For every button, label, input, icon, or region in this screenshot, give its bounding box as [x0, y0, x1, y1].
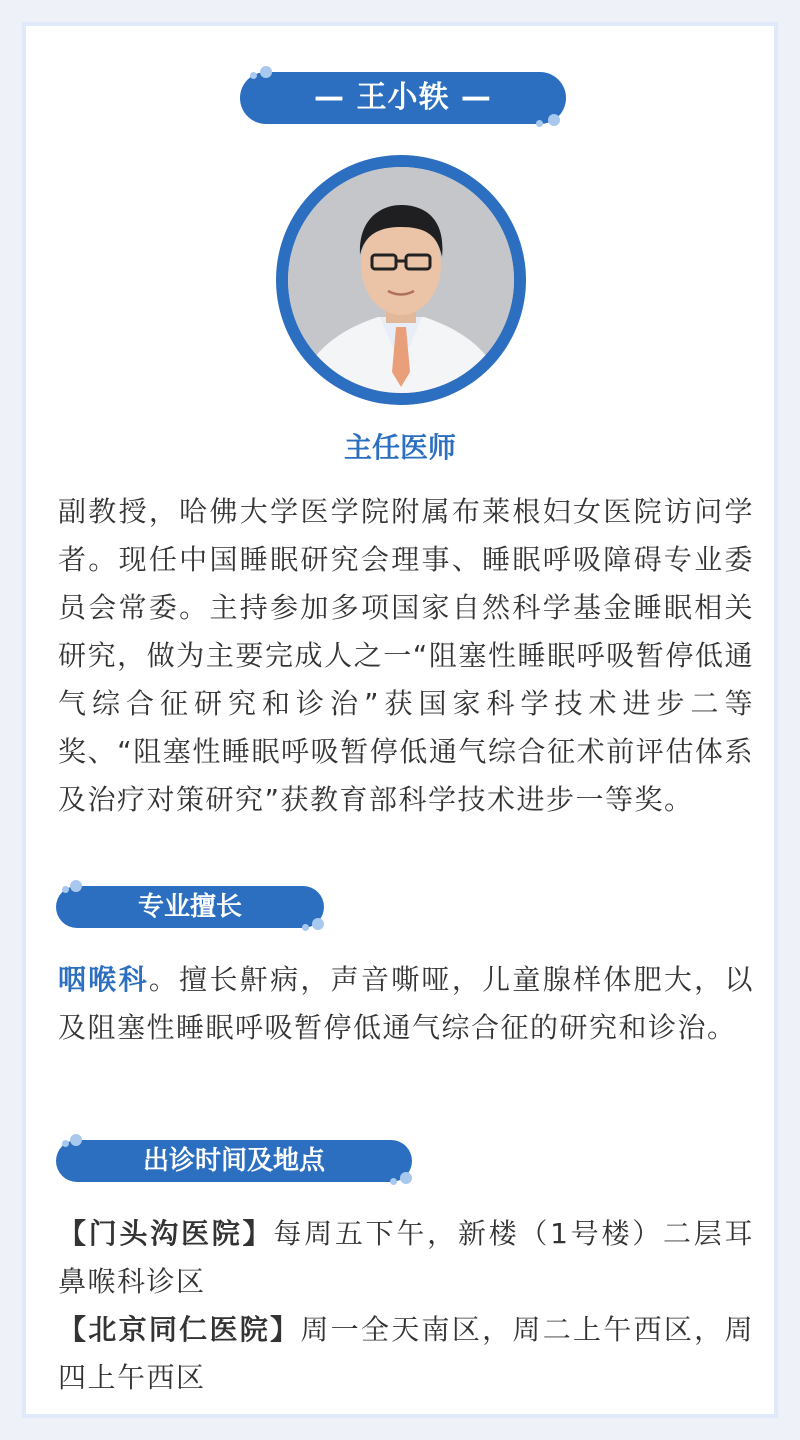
specialty-text	[58, 956, 754, 1052]
schedule-hospital: 【北京同仁医院】	[58, 1313, 301, 1346]
specialty-department: 咽喉科	[58, 963, 149, 996]
schedule-details: 周一全天南区，周二上午西区，周四上午西区	[58, 1313, 754, 1394]
schedule-heading: 出诊时间及地点	[56, 1140, 412, 1182]
avatar-frame	[276, 155, 526, 405]
schedule-list	[58, 1210, 754, 1402]
decor-dot	[536, 120, 543, 127]
schedule-entry	[58, 1306, 754, 1402]
doctor-title: 主任医师	[343, 431, 456, 464]
decor-dot	[302, 924, 309, 931]
decor-dot	[400, 1172, 412, 1184]
decor-dot	[548, 114, 560, 126]
doctor-avatar	[288, 167, 514, 393]
specialty-description: 。擅长鼾病，声音嘶哑，儿童腺样体肥大，以及阻塞性睡眠呼吸暂停低通气综合征的研究和诊治。	[58, 963, 754, 1044]
schedule-entry	[58, 1210, 754, 1306]
decor-dot	[62, 1140, 69, 1147]
decor-dot	[390, 1178, 397, 1185]
decor-dot	[70, 1134, 82, 1146]
specialty-heading: 专业擅长	[56, 886, 324, 928]
doctor-name-banner: — 王小轶 —	[240, 72, 566, 124]
decor-dot	[312, 918, 324, 930]
schedule-hospital: 【门头沟医院】	[58, 1217, 274, 1250]
doctor-bio: 副教授，哈佛大学医学院附属布莱根妇女医院访问学者。现任中国睡眠研究会理事、睡眠呼吸障碍专业委员会常委。主持参加多项国家自然科学基金睡眠相关研究，做为主要完成人之一“阻塞性睡眠呼吸暂停低通气综合征研究和诊治”获国家科学技术进步二等奖、“阻塞性睡眠呼吸暂停低通气综合征术前评估体系及治疗对策研究”获教育部科学技术进步一等奖。	[58, 495, 754, 816]
decor-dot	[62, 886, 69, 893]
decor-dot	[260, 66, 272, 78]
schedule-details: 每周五下午，新楼（1号楼）二层耳鼻喉科诊区	[58, 1217, 754, 1298]
decor-dot	[70, 880, 82, 892]
decor-dot	[250, 72, 257, 79]
